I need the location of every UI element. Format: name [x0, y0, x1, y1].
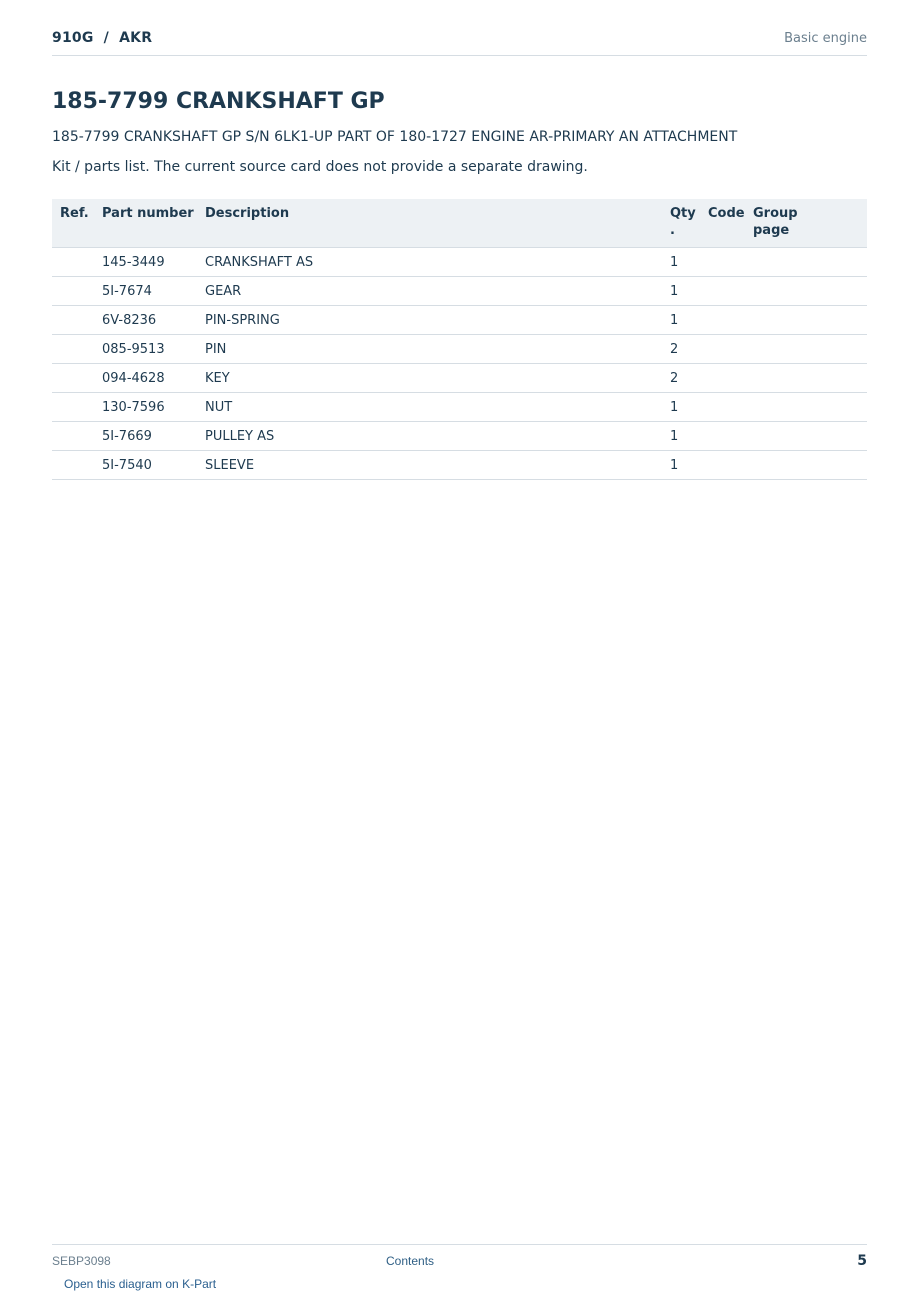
cell-description: PIN-SPRING — [201, 306, 666, 335]
cell-code — [704, 306, 749, 335]
cell-code — [704, 422, 749, 451]
cell-ref — [52, 393, 98, 422]
cell-part-number: 5I-7540 — [98, 451, 201, 480]
cell-group-page — [749, 364, 867, 393]
cell-group-page — [749, 277, 867, 306]
page-title: 185-7799 CRANKSHAFT GP — [52, 89, 385, 114]
table-row — [52, 248, 867, 277]
cell-description: NUT — [201, 393, 666, 422]
header-description: Description — [201, 199, 666, 248]
table-row — [52, 393, 867, 422]
parts-list-note: Kit / parts list. The current source card does not provide a separate drawing. — [52, 159, 588, 175]
cell-code — [704, 393, 749, 422]
cell-group-page — [749, 335, 867, 364]
parts-table-header — [52, 199, 867, 248]
cell-qty: 1 — [666, 306, 704, 335]
header-code: Code — [704, 199, 749, 248]
cell-description: PULLEY AS — [201, 422, 666, 451]
parts-table — [52, 199, 867, 480]
document-id: SEBP3098 — [52, 1254, 111, 1268]
contents-link[interactable]: Contents — [386, 1254, 435, 1268]
cell-ref — [52, 451, 98, 480]
header-ref: Ref. — [52, 199, 98, 248]
cell-qty: 1 — [666, 451, 704, 480]
header-group-line1: Group — [753, 206, 798, 221]
cell-ref — [52, 277, 98, 306]
cell-qty: 1 — [666, 422, 704, 451]
parts-table-body — [52, 248, 867, 480]
cell-qty: 1 — [666, 277, 704, 306]
cell-group-page — [749, 422, 867, 451]
cell-qty: 2 — [666, 364, 704, 393]
cell-group-page — [749, 248, 867, 277]
cell-qty: 2 — [666, 335, 704, 364]
header-qty — [666, 199, 704, 248]
cell-code — [704, 335, 749, 364]
model-breadcrumb: 910G / AKR — [52, 30, 153, 46]
header-group-line2: page — [753, 223, 790, 238]
cell-ref — [52, 422, 98, 451]
header-row — [52, 199, 867, 248]
header-group-page — [749, 199, 867, 248]
cell-ref — [52, 306, 98, 335]
assembly-description: 185-7799 CRANKSHAFT GP S/N 6LK1-UP PART OF 180-1727 ENGINE AR-PRIMARY AN ATTACHMENT — [52, 129, 738, 145]
table-row — [52, 451, 867, 480]
cell-code — [704, 248, 749, 277]
cell-description: PIN — [201, 335, 666, 364]
cell-part-number: 5I-7669 — [98, 422, 201, 451]
header-qty-line2: . — [670, 223, 675, 238]
cell-part-number: 6V-8236 — [98, 306, 201, 335]
cell-qty: 1 — [666, 248, 704, 277]
cell-part-number: 5I-7674 — [98, 277, 201, 306]
page-number: 5 — [857, 1253, 867, 1269]
page-footer — [52, 1244, 867, 1301]
open-kpart-link[interactable]: Open this diagram on K-Part — [64, 1277, 217, 1291]
cell-group-page — [749, 306, 867, 335]
table-row — [52, 335, 867, 364]
cell-ref — [52, 364, 98, 393]
cell-code — [704, 364, 749, 393]
table-row — [52, 277, 867, 306]
cell-group-page — [749, 451, 867, 480]
table-row — [52, 306, 867, 335]
table-row — [52, 364, 867, 393]
cell-description: CRANKSHAFT AS — [201, 248, 666, 277]
cell-ref — [52, 248, 98, 277]
section-name: Basic engine — [784, 31, 867, 46]
header-part-number: Part number — [98, 199, 201, 248]
cell-description: KEY — [201, 364, 666, 393]
cell-description: SLEEVE — [201, 451, 666, 480]
cell-part-number: 085-9513 — [98, 335, 201, 364]
cell-code — [704, 451, 749, 480]
table-row — [52, 422, 867, 451]
page-header — [52, 28, 867, 56]
cell-group-page — [749, 393, 867, 422]
cell-part-number: 130-7596 — [98, 393, 201, 422]
cell-ref — [52, 335, 98, 364]
header-qty-line1: Qty — [670, 206, 696, 221]
cell-qty: 1 — [666, 393, 704, 422]
cell-part-number: 145-3449 — [98, 248, 201, 277]
cell-description: GEAR — [201, 277, 666, 306]
cell-part-number: 094-4628 — [98, 364, 201, 393]
cell-code — [704, 277, 749, 306]
